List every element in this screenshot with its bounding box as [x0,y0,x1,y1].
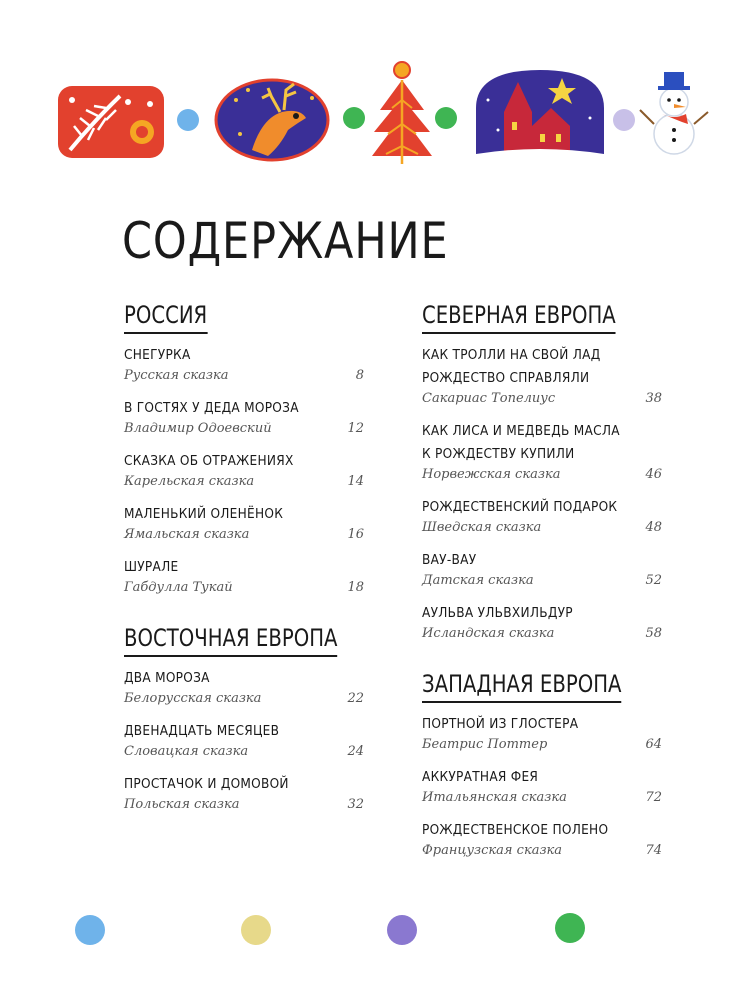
blue-dot [75,915,105,945]
entry-page-number: 8 [355,368,364,383]
entry-title: СНЕГУРКА [124,347,191,363]
entry-author: Сакариас Топелиус [422,391,556,406]
green-dot [555,913,585,943]
entry-author: Итальянская сказка [422,790,567,805]
entry-title: ДВЕНАДЦАТЬ МЕСЯЦЕВ [124,723,280,739]
page-title: СОДЕРЖАНИЕ [122,212,449,270]
entry-author: Норвежская сказка [422,467,561,482]
entry-title: КАК ТРОЛЛИ НА СВОЙ ЛАД [422,347,601,363]
blue-dot [177,109,199,131]
entry-page-number: 12 [347,421,364,436]
entry-title: ВАУ-ВАУ [422,552,477,568]
section-title: РОССИЯ [124,301,208,329]
entry-page-number: 24 [347,744,364,759]
church-night-icon [476,70,604,162]
entry-author: Исландская сказка [422,626,555,641]
entry-title-line2: К РОЖДЕСТВУ КУПИЛИ [422,446,575,462]
entry-page-number: 22 [347,691,364,706]
entry-title: В ГОСТЯХ У ДЕДА МОРОЗА [124,400,299,416]
toc-entry[interactable] [422,420,662,484]
toc-entry[interactable] [422,602,662,643]
entry-title: ПРОСТАЧОК И ДОМОВОЙ [124,776,289,792]
entry-title-line2: РОЖДЕСТВО СПРАВЛЯЛИ [422,370,590,386]
yellow-dot [241,915,271,945]
entry-author: Карельская сказка [124,474,255,489]
entry-page-number: 72 [645,790,662,805]
section-russia [124,300,364,597]
entry-author: Габдулла Тукай [124,580,233,595]
toc-entry[interactable] [124,667,364,708]
toc-entry[interactable] [422,819,662,860]
toc-entry[interactable] [422,766,662,807]
entry-title: КАК ЛИСА И МЕДВЕДЬ МАСЛА [422,423,620,439]
purple-dot [387,915,417,945]
toc-entry[interactable] [422,713,662,754]
section-title: ВОСТОЧНАЯ ЕВРОПА [124,624,338,652]
entry-title: АУЛЬВА УЛЬВХИЛЬДУР [422,605,573,621]
entry-page-number: 48 [645,520,662,535]
entry-author: Русская сказка [124,368,229,383]
entry-author: Владимир Одоевский [124,421,272,436]
entry-title: АККУРАТНАЯ ФЕЯ [422,769,539,785]
entry-title: РОЖДЕСТВЕНСКОЕ ПОЛЕНО [422,822,609,838]
entry-page-number: 64 [645,737,662,752]
toc-right-column [422,300,662,872]
toc-entry[interactable] [124,720,364,761]
entry-author: Словацкая сказка [124,744,249,759]
section-title: ЗАПАДНАЯ ЕВРОПА [422,670,622,698]
toc-entry[interactable] [124,773,364,814]
red-tree-icon [372,62,432,164]
entry-page-number: 32 [347,797,364,812]
entry-page-number: 18 [347,580,364,595]
section-eastern-europe [124,623,364,814]
entry-author: Польская сказка [124,797,240,812]
snowman-icon [640,72,708,154]
section-title: СЕВЕРНАЯ ЕВРОПА [422,301,616,329]
entry-author: Белорусская сказка [124,691,262,706]
toc-entry[interactable] [422,549,662,590]
entry-page-number: 46 [645,467,662,482]
entry-page-number: 14 [347,474,364,489]
entry-page-number: 38 [645,391,662,406]
entry-author: Французская сказка [422,843,563,858]
entry-page-number: 74 [645,843,662,858]
entry-author: Шведская сказка [422,520,542,535]
toc-left-column [124,300,364,826]
entry-title: СКАЗКА ОБ ОТРАЖЕНИЯХ [124,453,294,469]
entry-author: Ямальская сказка [124,527,250,542]
toc-entry[interactable] [124,397,364,438]
toc-entry[interactable] [422,496,662,537]
entry-page-number: 16 [347,527,364,542]
green-dot [343,107,365,129]
entry-page-number: 52 [645,573,662,588]
entry-title: ПОРТНОЙ ИЗ ГЛОСТЕРА [422,716,579,732]
entry-author: Датская сказка [422,573,534,588]
entry-title: ШУРАЛЕ [124,559,179,575]
toc-entry[interactable] [124,503,364,544]
entry-page-number: 58 [645,626,662,641]
toc-entry[interactable] [124,344,364,385]
green-dot [435,107,457,129]
reindeer-icon [216,80,328,160]
lavender-dot [613,109,635,131]
bottom-dots [0,890,750,970]
toc-entry[interactable] [124,450,364,491]
entry-title: МАЛЕНЬКИЙ ОЛЕНЁНОК [124,506,284,522]
section-western-europe [422,669,662,860]
toc-entry[interactable] [422,344,662,408]
entry-title: РОЖДЕСТВЕНСКИЙ ПОДАРОК [422,499,618,515]
entry-author: Беатрис Поттер [422,737,548,752]
entry-title: ДВА МОРОЗА [124,670,210,686]
toc-entry[interactable] [124,556,364,597]
section-northern-europe [422,300,662,643]
top-illustrations [0,0,750,200]
red-folk-panel-icon [58,86,164,158]
